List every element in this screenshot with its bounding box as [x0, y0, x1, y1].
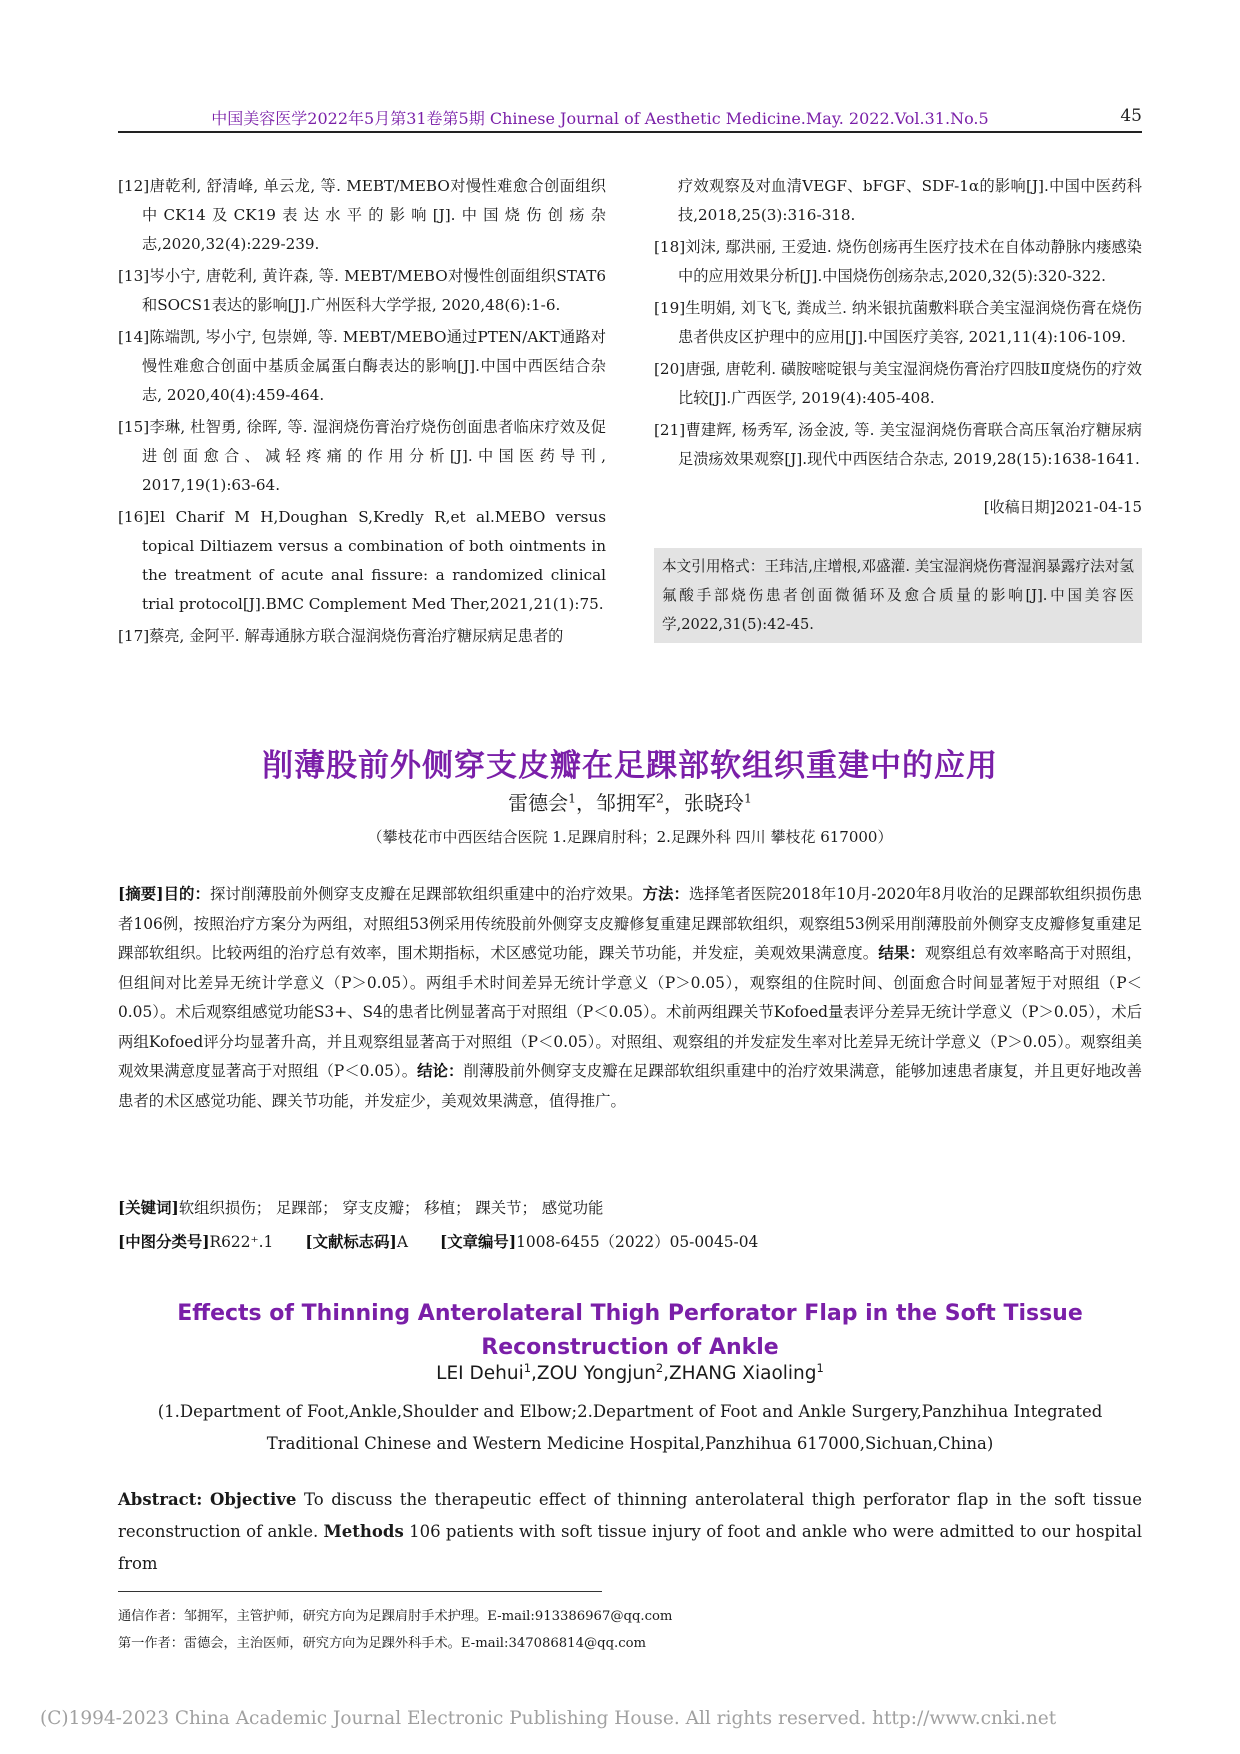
- author-name: LEI Dehui: [436, 1363, 524, 1384]
- objective-label-en: Objective: [209, 1490, 297, 1509]
- objective-text-en: To discuss the therapeutic effect of thinning anterolateral thigh perforator flap in the soft tissue reconstruction of ankle.: [118, 1490, 1143, 1541]
- reference-item: [19]生明娟, 刘飞飞, 粪成兰. 纳米银抗菌敷料联合美宝湿润烧伤膏在烧伤患者供皮区护理中的应用[J].中国医疗美容, 2021,11(4):106-109.: [654, 299, 1142, 346]
- received-date: [收稿日期]2021-04-15: [983, 498, 1142, 516]
- authors-cn: [118, 787, 1142, 816]
- abstract-cn: [118, 880, 1142, 1116]
- author-separator: ，: [663, 791, 684, 815]
- author-affiliation-mark: 1: [568, 790, 577, 806]
- reference-item: [20]唐强, 唐乾利. 磺胺嘧啶银与美宝湿润烧伤膏治疗四肢Ⅱ度烧伤的疗效比较[J].广西医学, 2019(4):405-408.: [654, 360, 1142, 407]
- footnote-divider: [118, 1591, 602, 1592]
- results-label: 结果：: [878, 944, 925, 962]
- abstract-label-en: Abstract:: [118, 1490, 203, 1509]
- article-title-cn: 削薄股前外侧穿支皮瓣在足踝部软组织重建中的应用: [262, 748, 998, 784]
- methods-label-en: Methods: [323, 1522, 404, 1541]
- classification-line: [118, 1230, 1142, 1252]
- article-no-value: 1008-6455（2022）05-0045-04: [516, 1233, 759, 1251]
- footnote-corresponding-author: 通信作者：邹拥军，主管护师，研究方向为足踝肩肘手术护理。E-mail:913386967@qq.com: [118, 1609, 673, 1624]
- article-title-en: Effects of Thinning Anterolateral Thigh Perforator Flap in the Soft Tissue Reconstruction of Ankle: [177, 1301, 1083, 1360]
- reference-item: [13]岑小宁, 唐乾利, 黄许森, 等. MEBT/MEBO对慢性创面组织STAT6和SOCS1表达的影响[J].广州医科大学学报, 2020,48(6):1-6.: [118, 267, 606, 314]
- reference-item: [14]陈端凯, 岑小宁, 包崇婵, 等. MEBT/MEBO通过PTEN/AKT通路对慢性难愈合创面中基质金属蛋白酶表达的影响[J].中国中西医结合杂志, 2020,40(4):459-464.: [118, 328, 606, 404]
- author-name: ZHANG Xiaoling: [669, 1363, 817, 1384]
- author-separator: ，: [576, 791, 597, 815]
- reference-item: [15]李琳, 杜智勇, 徐晖, 等. 湿润烧伤膏治疗烧伤创面患者临床疗效及促进创面愈合、减轻疼痛的作用分析[J].中国医药导刊, 2017,19(1):63-64.: [118, 418, 606, 494]
- keywords-label: [关键词]: [118, 1199, 179, 1217]
- journal-header: 中国美容医学2022年5月第31卷第5期 Chinese Journal of Aesthetic Medicine.May. 2022.Vol.31.No.5: [211, 109, 989, 128]
- author-affiliation-mark: 2: [656, 790, 664, 806]
- doc-code-label: [文献标志码]: [305, 1233, 397, 1251]
- author-separator: ,: [663, 1363, 669, 1384]
- authors-en: [118, 1360, 1142, 1384]
- methods-label: 方法：: [642, 885, 689, 903]
- methods-text-en: 106 patients with soft tissue injury of foot and ankle who were admitted to our hospital from: [118, 1522, 1143, 1573]
- conclusion-label: 结论：: [417, 1062, 464, 1080]
- author-affiliation-mark: 2: [655, 1360, 664, 1375]
- author-name: ZOU Yongjun: [536, 1363, 656, 1384]
- abstract-label: [摘要]: [118, 885, 164, 903]
- running-header: [118, 104, 1142, 130]
- author-affiliation-mark: 1: [743, 790, 752, 806]
- abstract-en: [118, 1484, 1142, 1580]
- references-left-column: [118, 172, 606, 654]
- reference-item-continued: 疗效观察及对血清VEGF、bFGF、SDF-1α的影响[J].中国中医药科技,2018,25(3):316-318.: [678, 177, 1142, 224]
- affiliation-cn: （攀枝花市中西医结合医院 1.足踝肩肘科；2.足踝外科 四川 攀枝花 617000）: [367, 828, 893, 846]
- page-number: 45: [1120, 106, 1142, 126]
- keywords-line: [118, 1196, 1142, 1218]
- doc-code-value: A: [396, 1233, 408, 1251]
- keywords-text: 软组织损伤； 足踝部； 穿支皮瓣； 移植； 踝关节； 感觉功能: [178, 1199, 604, 1217]
- reference-item: [12]唐乾利, 舒清峰, 单云龙, 等. MEBT/MEBO对慢性难愈合创面组织中CK14及CK19表达水平的影响[J].中国烧伤创疡杂志,2020,32(4):229-239.: [118, 177, 606, 253]
- author-separator: ,: [531, 1363, 537, 1384]
- methods-text: 选择笔者医院2018年10月-2020年8月收治的足踝部软组织损伤患者106例，按照治疗方案分为两组，对照组53例采用传统股前外侧穿支皮瓣修复重建足踝部软组织，观察组53例采用削薄股前外侧穿支皮瓣修复重建足踝部软组织。比较两组的治疗总有效率，围术期指标，术区感觉功能，踝关节功能，并发症，美观效果满意度。: [118, 885, 1142, 962]
- author-name: 雷德会: [508, 791, 569, 815]
- copyright-notice: (C)1994-2023 China Academic Journal Electronic Publishing House. All rights reserved. http://www.cnki.net: [40, 1708, 1057, 1729]
- results-text: 观察组总有效率略高于对照组，但组间对比差异无统计学意义（P＞0.05）。两组手术时间差异无统计学意义（P＞0.05），观察组的住院时间、创面愈合时间显著短于对照组（P＜0.05）。术后观察组感觉功能S3+、S4的患者比例显著高于对照组（P＜0.05）。术前两组踝关节Kofoed量表评分差异无统计学意义（P＞0.05），术后两组Kofoed评分均显著升高，并且观察组显著高于对照组（P＜0.05）。对照组、观察组的并发症发生率对比差异无统计学意义（P＞0.05）。观察组美观效果满意度显著高于对照组（P＜0.05）。: [118, 944, 1142, 1080]
- reference-item: [18]刘沫, 鄢洪丽, 王爱迪. 烧伤创疡再生医疗技术在自体动静脉内瘘感染中的应用效果分析[J].中国烧伤创疡杂志,2020,32(5):320-322.: [654, 238, 1142, 285]
- author-affiliation-mark: 1: [523, 1360, 532, 1375]
- clc-value: R622⁺.1: [209, 1233, 274, 1251]
- author-name: 张晓玲: [683, 791, 744, 815]
- reference-item: [21]曹建辉, 杨秀军, 汤金波, 等. 美宝湿润烧伤膏联合高压氧治疗糖尿病足溃疡效果观察[J].现代中西医结合杂志, 2019,28(15):1638-1641.: [654, 421, 1142, 468]
- footnote-first-author: 第一作者：雷德会，主治医师，研究方向为足踝外科手术。E-mail:347086814@qq.com: [118, 1636, 647, 1651]
- objective-label: 目的：: [163, 885, 210, 903]
- reference-item: [17]蔡亮, 金阿平. 解毒通脉方联合湿润烧伤膏治疗糖尿病足患者的: [118, 627, 564, 645]
- reference-item: [16]El Charif M H,Doughan S,Kredly R,et al.MEBO versus topical Diltiazem versus a combination of both ointments in the treatment of acute anal fissure: a randomized clinical trial protocol[J].BMC Complement Med Ther,2021,21(1):75.: [118, 508, 606, 613]
- header-divider: [118, 131, 1142, 133]
- affiliation-en: (1.Department of Foot,Ankle,Shoulder and Elbow;2.Department of Foot and Ankle Surgery,Panzhihua Integrated Traditional Chinese and Western Medicine Hospital,Panzhihua 617000,Sichuan,China): [157, 1402, 1103, 1453]
- article-no-label: [文章编号]: [439, 1233, 517, 1251]
- author-affiliation-mark: 1: [816, 1360, 824, 1375]
- references-right-column: [654, 172, 1142, 477]
- citation-format-box: 本文引用格式：王玮洁,庄增根,邓盛灌. 美宝湿润烧伤膏湿润暴露疗法对氢氟酸手部烧伤患者创面微循环及愈合质量的影响[J].中国美容医学,2022,31(5):42-45.: [654, 548, 1142, 643]
- clc-label: [中图分类号]: [118, 1233, 210, 1251]
- objective-text: 探讨削薄股前外侧穿支皮瓣在足踝部软组织重建中的治疗效果。: [209, 885, 643, 903]
- conclusion-text: 削薄股前外侧穿支皮瓣在足踝部软组织重建中的治疗效果满意，能够加速患者康复，并且更好地改善患者的术区感觉功能、踝关节功能，并发症少，美观效果满意，值得推广。: [118, 1062, 1142, 1110]
- author-name: 邹拥军: [596, 791, 657, 815]
